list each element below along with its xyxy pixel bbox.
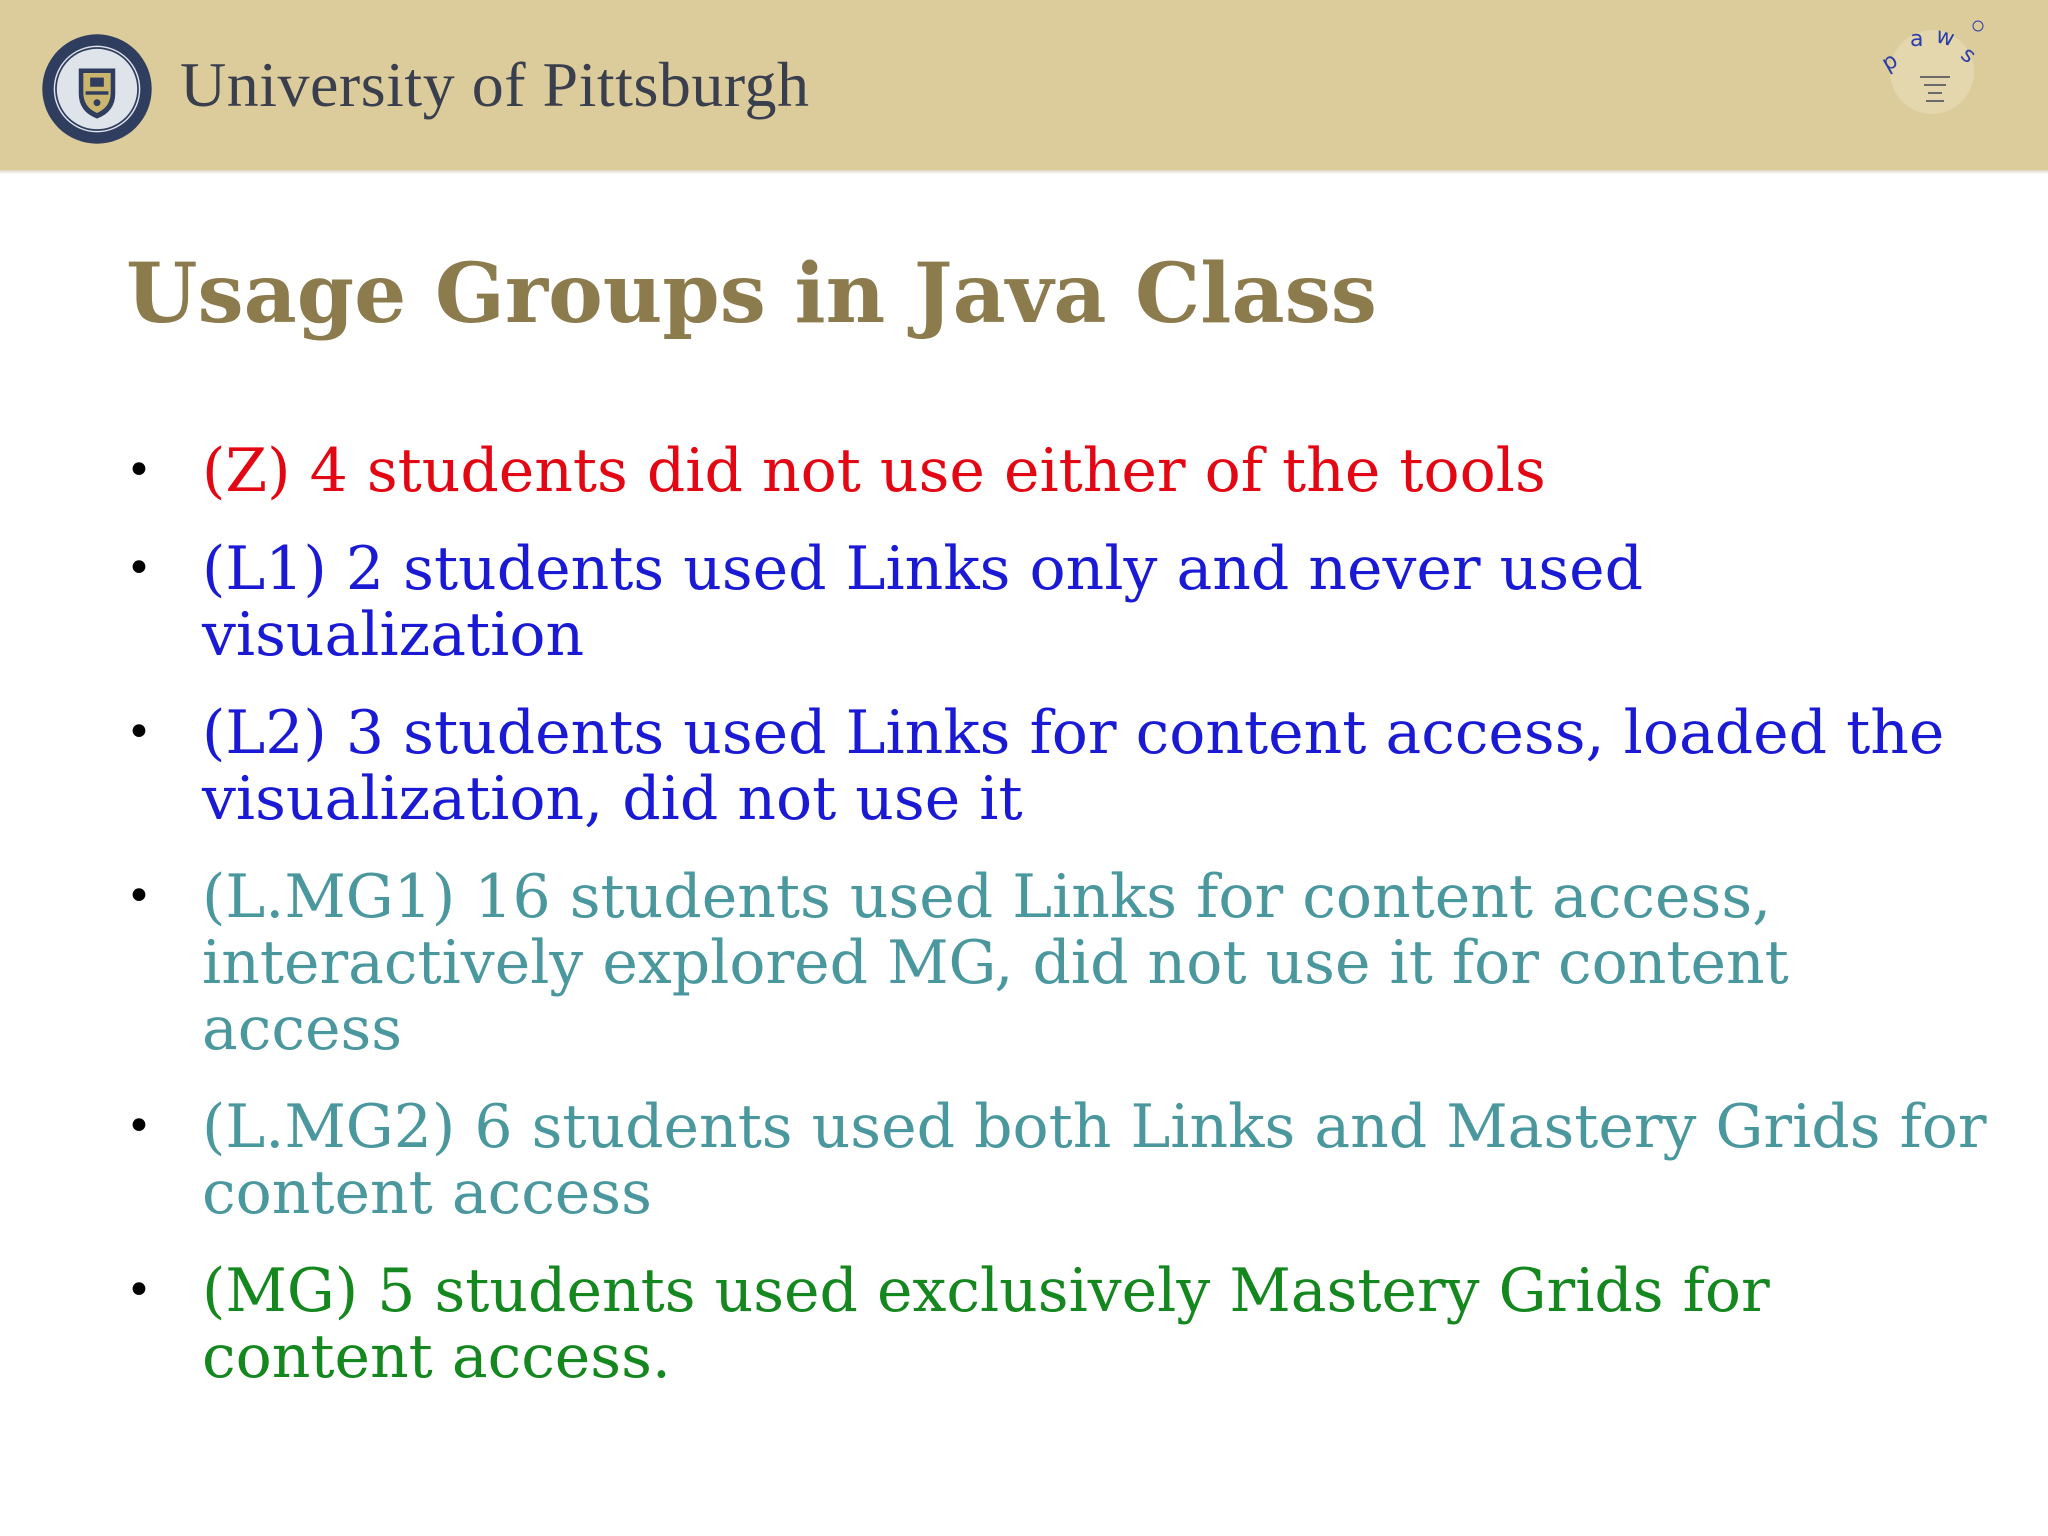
paws-letter-s: s <box>1955 42 1981 69</box>
bullet-item-lmg2 <box>126 1094 2006 1226</box>
university-name: University of Pittsburgh <box>180 49 810 120</box>
university-seal-icon <box>40 32 154 146</box>
bullet-text: (L.MG1) 16 students used Links for content access, interactively explored MG, did not use it for content access <box>202 862 1789 1064</box>
bullet-dot: • <box>126 543 152 594</box>
paws-letter-w: w <box>1933 23 1958 53</box>
bullet-item-l1 <box>126 536 2006 668</box>
bullet-item-lmg1 <box>126 864 2006 1062</box>
slide-title: Usage Groups in Java Class <box>126 246 1377 342</box>
bullet-text: (L2) 3 students used Links for content access, loaded the visualization, did not use it <box>202 698 1945 834</box>
paws-letter-a: a <box>1910 27 1924 52</box>
paws-letter-p: p <box>1877 48 1903 77</box>
bullet-list <box>126 438 2006 1422</box>
bullet-text: (MG) 5 students used exclusively Mastery Grids for content access. <box>202 1256 1770 1392</box>
bullet-dot: • <box>126 445 152 496</box>
bullet-item-l2 <box>126 700 2006 832</box>
bullet-text: (L.MG2) 6 students used both Links and Mastery Grids for content access <box>202 1092 1987 1228</box>
bullet-item-z <box>126 438 2006 504</box>
bullet-dot: • <box>126 1265 152 1316</box>
header-banner <box>0 0 2048 170</box>
bullet-item-mg <box>126 1258 2006 1390</box>
bullet-dot: • <box>126 871 152 922</box>
paws-logo-icon <box>1870 14 1990 124</box>
header-divider <box>0 170 2048 174</box>
bullet-dot: • <box>126 1101 152 1152</box>
bullet-dot: • <box>126 707 152 758</box>
bullet-text: (Z) 4 students did not use either of the tools <box>202 436 1546 506</box>
bullet-text: (L1) 2 students used Links only and never used visualization <box>202 534 1644 670</box>
